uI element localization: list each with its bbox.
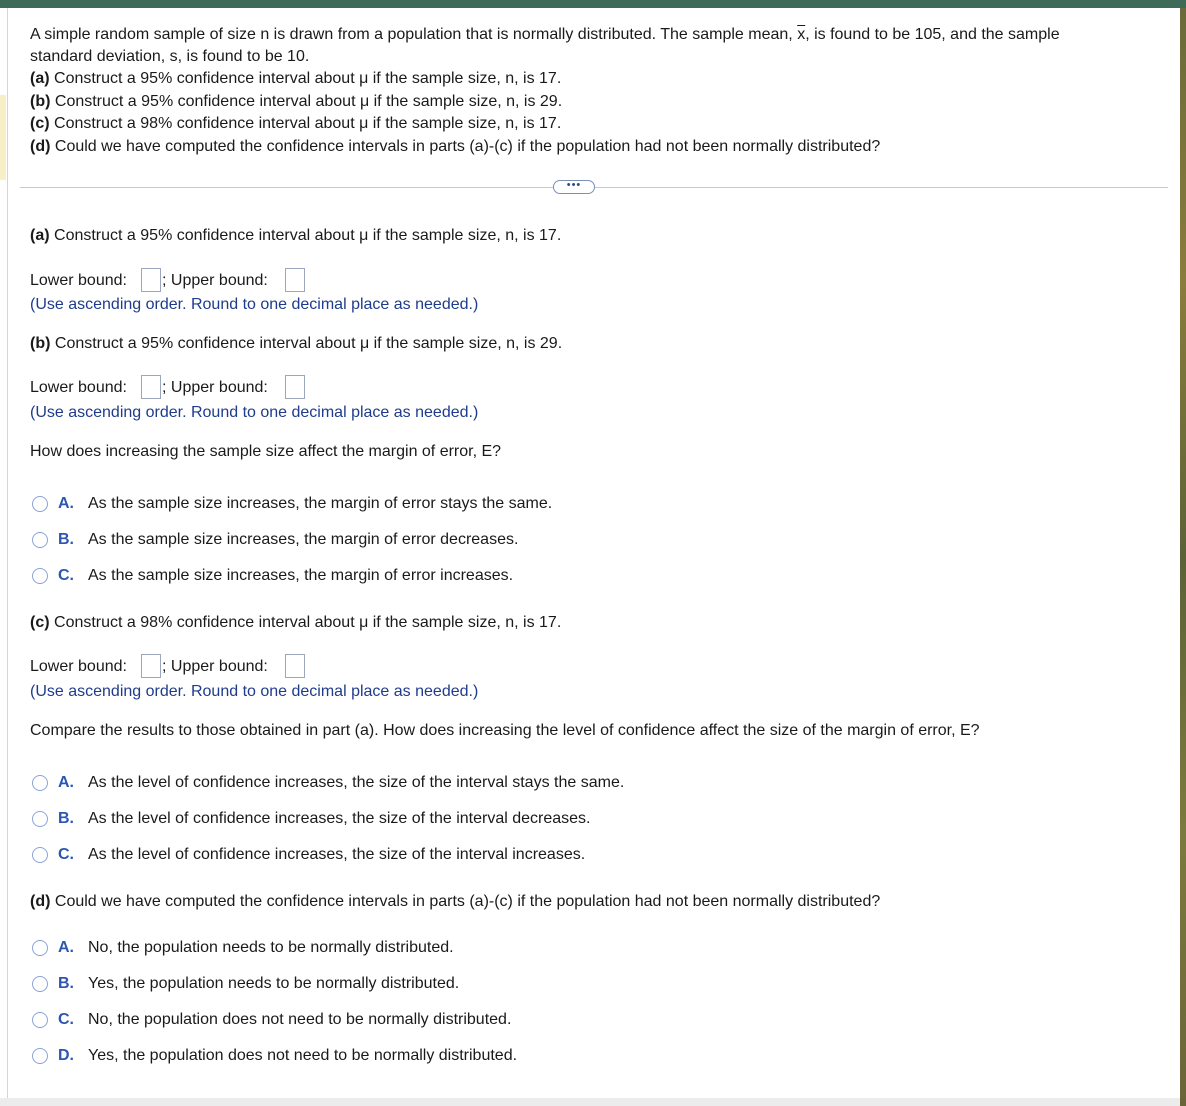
part-b-upper-bound-input[interactable]	[285, 375, 305, 399]
part-c-heading: (c) Construct a 98% confidence interval about μ if the sample size, n, is 17.	[30, 614, 562, 631]
part-c-option-c-letter: C.	[58, 846, 74, 863]
part-b-option-b-radio[interactable]	[32, 532, 48, 548]
part-c-option-a-letter: A.	[58, 774, 74, 791]
part-a-hint: (Use ascending order. Round to one decimal place as needed.)	[30, 296, 479, 313]
part-a-lower-bound-input[interactable]	[141, 268, 161, 292]
part-c-option-b-text[interactable]: As the level of confidence increases, the size of the interval decreases.	[88, 810, 591, 827]
bottom-bar	[0, 1098, 1180, 1106]
problem-part-a: (a) Construct a 95% confidence interval about μ if the sample size, n, is 17.	[30, 70, 562, 87]
part-b-heading: (b) Construct a 95% confidence interval about μ if the sample size, n, is 29.	[30, 335, 563, 352]
part-c-option-a-radio[interactable]	[32, 775, 48, 791]
part-c-lower-label: Lower bound:	[30, 658, 127, 675]
part-c-upper-label: ; Upper bound:	[162, 658, 268, 675]
part-b-upper-label: ; Upper bound:	[162, 379, 268, 396]
part-b-lower-bound-input[interactable]	[141, 375, 161, 399]
part-c-hint: (Use ascending order. Round to one decimal place as needed.)	[30, 683, 479, 700]
part-a-upper-bound-input[interactable]	[285, 268, 305, 292]
part-b-lower-label: Lower bound:	[30, 379, 127, 396]
part-b-option-a-letter: A.	[58, 495, 74, 512]
part-b-option-c-text[interactable]: As the sample size increases, the margin of error increases.	[88, 567, 514, 584]
part-a-lower-label: Lower bound:	[30, 272, 127, 289]
right-edge	[1180, 8, 1186, 1106]
part-d-option-d-letter: D.	[58, 1047, 74, 1064]
xbar-symbol: $\overline{x}$	[797, 26, 806, 43]
part-b-option-b-text[interactable]: As the sample size increases, the margin of error decreases.	[88, 531, 519, 548]
part-d-option-b-text[interactable]: Yes, the population needs to be normally distributed.	[88, 975, 460, 992]
part-b-option-c-radio[interactable]	[32, 568, 48, 584]
part-b-option-a-radio[interactable]	[32, 496, 48, 512]
part-c-upper-bound-input[interactable]	[285, 654, 305, 678]
part-b-hint: (Use ascending order. Round to one decimal place as needed.)	[30, 404, 479, 421]
left-border	[7, 8, 8, 1098]
part-c-lower-bound-input[interactable]	[141, 654, 161, 678]
part-c-option-b-letter: B.	[58, 810, 74, 827]
part-c-option-a-text[interactable]: As the level of confidence increases, the size of the interval stays the same.	[88, 774, 625, 791]
part-d-option-a-text[interactable]: No, the population needs to be normally distributed.	[88, 939, 454, 956]
part-d-option-a-radio[interactable]	[32, 940, 48, 956]
part-b-option-b-letter: B.	[58, 531, 74, 548]
part-c-option-c-text[interactable]: As the level of confidence increases, the size of the interval increases.	[88, 846, 586, 863]
part-b-question: How does increasing the sample size affect the margin of error, E?	[30, 443, 502, 460]
part-a-heading: (a) Construct a 95% confidence interval about μ if the sample size, n, is 17.	[30, 227, 562, 244]
part-d-option-d-text[interactable]: Yes, the population does not need to be normally distributed.	[88, 1047, 518, 1064]
problem-intro-line1: A simple random sample of size n is drawn from a population that is normally distributed. The sample mean, $\overline{x}$, is found to be 105, and the sample	[30, 26, 1060, 43]
problem-part-d: (d) Could we have computed the confidence intervals in parts (a)-(c) if the population had not been normally distributed?	[30, 138, 881, 155]
expand-more-button[interactable]: •••	[553, 180, 595, 194]
problem-part-c: (c) Construct a 98% confidence interval about μ if the sample size, n, is 17.	[30, 115, 562, 132]
part-c-option-c-radio[interactable]	[32, 847, 48, 863]
part-d-option-c-text[interactable]: No, the population does not need to be normally distributed.	[88, 1011, 512, 1028]
part-d-option-b-letter: B.	[58, 975, 74, 992]
part-d-heading: (d) Could we have computed the confidence intervals in parts (a)-(c) if the population had not been normally distributed?	[30, 893, 881, 910]
part-b-option-a-text[interactable]: As the sample size increases, the margin of error stays the same.	[88, 495, 553, 512]
problem-intro-line2: standard deviation, s, is found to be 10.	[30, 48, 310, 65]
part-d-option-c-radio[interactable]	[32, 1012, 48, 1028]
part-d-option-b-radio[interactable]	[32, 976, 48, 992]
top-bar	[0, 0, 1186, 8]
part-b-option-c-letter: C.	[58, 567, 74, 584]
part-c-option-b-radio[interactable]	[32, 811, 48, 827]
part-c-question: Compare the results to those obtained in part (a). How does increasing the level of confidence affect the size of the margin of error, E?	[30, 722, 980, 739]
part-a-upper-label: ; Upper bound:	[162, 272, 268, 289]
part-d-option-a-letter: A.	[58, 939, 74, 956]
left-accent	[0, 95, 6, 180]
part-d-option-d-radio[interactable]	[32, 1048, 48, 1064]
part-d-option-c-letter: C.	[58, 1011, 74, 1028]
problem-part-b: (b) Construct a 95% confidence interval about μ if the sample size, n, is 29.	[30, 93, 563, 110]
